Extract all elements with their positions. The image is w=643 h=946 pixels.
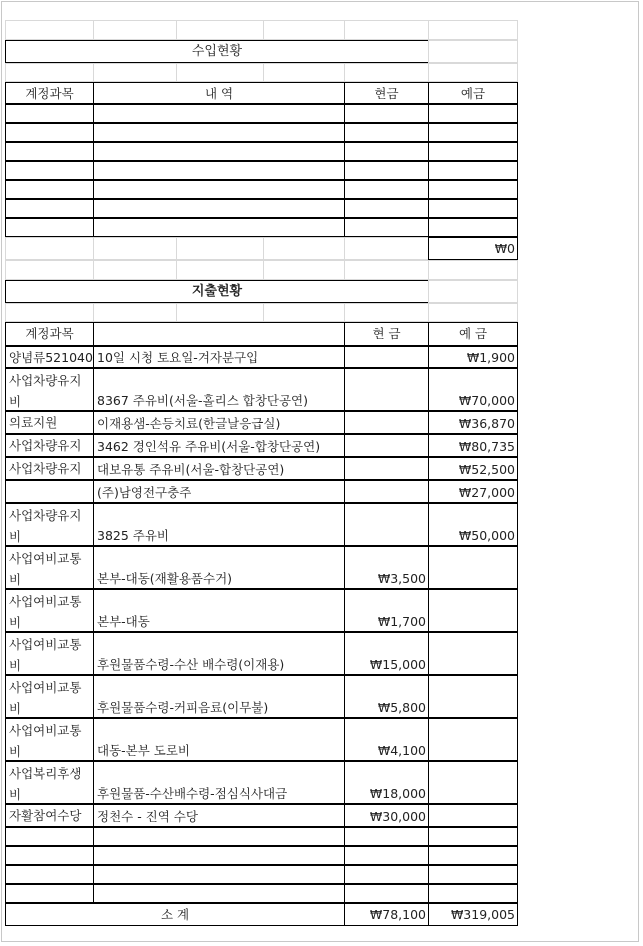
expense-row-deposit[interactable] bbox=[428, 804, 518, 827]
expense-row-detail[interactable]: 본부-대동(재활용품수거) bbox=[93, 546, 345, 589]
expense-empty-cash[interactable] bbox=[344, 846, 429, 865]
expense-empty-deposit[interactable] bbox=[428, 865, 518, 884]
expense-empty-account[interactable] bbox=[5, 827, 94, 846]
income-row-cash[interactable] bbox=[344, 199, 429, 218]
income-row-detail[interactable] bbox=[93, 161, 345, 180]
expense-row-account[interactable]: 사업여비교통비 bbox=[5, 632, 94, 675]
income-row-cash[interactable] bbox=[344, 142, 429, 161]
empty-cell[interactable] bbox=[5, 63, 94, 82]
expense-row-account[interactable]: 사업차량유지비 bbox=[5, 503, 94, 546]
expense-empty-account[interactable] bbox=[5, 865, 94, 884]
expense-row-cash[interactable]: ₩18,000 bbox=[344, 761, 429, 804]
expense-row-cash[interactable]: ₩1,700 bbox=[344, 589, 429, 632]
expense-header-deposit[interactable]: 예 금 bbox=[428, 322, 518, 346]
expense-row-account[interactable]: 자활참여수당 bbox=[5, 804, 94, 827]
expense-row-cash[interactable] bbox=[344, 434, 429, 457]
expense-empty-detail[interactable] bbox=[93, 884, 345, 903]
income-row-account[interactable] bbox=[5, 142, 94, 161]
income-header-cash[interactable]: 현금 bbox=[344, 82, 429, 104]
empty-cell[interactable] bbox=[263, 63, 345, 82]
empty-cell[interactable] bbox=[428, 280, 518, 303]
expense-row-account[interactable]: 사업차량유지 bbox=[5, 434, 94, 457]
expense-row-cash[interactable]: ₩4,100 bbox=[344, 718, 429, 761]
empty-cell[interactable] bbox=[93, 63, 177, 82]
expense-header-account[interactable]: 계정과목 bbox=[5, 322, 94, 346]
income-row-cash[interactable] bbox=[344, 180, 429, 199]
income-row-detail[interactable] bbox=[93, 104, 345, 123]
expense-row-deposit[interactable] bbox=[428, 632, 518, 675]
expense-row-account[interactable]: 양념류521040 bbox=[5, 346, 94, 368]
income-row-account[interactable] bbox=[5, 218, 94, 237]
empty-cell[interactable] bbox=[176, 237, 264, 260]
expense-row-detail[interactable]: 대동-본부 도로비 bbox=[93, 718, 345, 761]
expense-row-cash[interactable]: ₩5,800 bbox=[344, 675, 429, 718]
expense-row-deposit[interactable]: ₩1,900 bbox=[428, 346, 518, 368]
expense-empty-deposit[interactable] bbox=[428, 827, 518, 846]
empty-cell[interactable] bbox=[344, 20, 429, 40]
expense-row-account[interactable]: 의료지원 bbox=[5, 411, 94, 434]
empty-cell[interactable] bbox=[93, 237, 177, 260]
expense-row-deposit[interactable]: ₩27,000 bbox=[428, 480, 518, 503]
empty-cell[interactable] bbox=[5, 237, 94, 260]
empty-cell[interactable] bbox=[428, 20, 518, 40]
subtotal-deposit[interactable]: ₩319,005 bbox=[428, 903, 518, 926]
expense-row-detail[interactable]: 후원물품수령-수산 배수령(이재용) bbox=[93, 632, 345, 675]
empty-cell[interactable] bbox=[176, 20, 264, 40]
income-row-detail[interactable] bbox=[93, 199, 345, 218]
empty-cell[interactable] bbox=[176, 63, 264, 82]
expense-row-cash[interactable] bbox=[344, 503, 429, 546]
empty-cell[interactable] bbox=[93, 260, 177, 280]
expense-row-account[interactable] bbox=[5, 480, 94, 503]
expense-row-deposit[interactable]: ₩80,735 bbox=[428, 434, 518, 457]
expense-empty-deposit[interactable] bbox=[428, 846, 518, 865]
income-row-account[interactable] bbox=[5, 123, 94, 142]
expense-row-cash[interactable]: ₩30,000 bbox=[344, 804, 429, 827]
expense-row-account[interactable]: 사업차량유지비 bbox=[5, 368, 94, 411]
income-header-detail[interactable]: 내 역 bbox=[93, 82, 345, 104]
expense-row-deposit[interactable]: ₩50,000 bbox=[428, 503, 518, 546]
empty-cell[interactable] bbox=[428, 260, 518, 280]
income-row-deposit[interactable] bbox=[428, 199, 518, 218]
income-row-account[interactable] bbox=[5, 180, 94, 199]
expense-row-deposit[interactable]: ₩36,870 bbox=[428, 411, 518, 434]
subtotal-cash[interactable]: ₩78,100 bbox=[344, 903, 429, 926]
expense-row-account[interactable]: 사업여비교통비 bbox=[5, 546, 94, 589]
expense-row-detail[interactable]: 8367 주유비(서울-홀리스 합창단공연) bbox=[93, 368, 345, 411]
income-row-deposit[interactable] bbox=[428, 180, 518, 199]
expense-header-cash[interactable]: 현 금 bbox=[344, 322, 429, 346]
expense-row-cash[interactable]: ₩15,000 bbox=[344, 632, 429, 675]
empty-cell[interactable] bbox=[93, 20, 177, 40]
expense-empty-deposit[interactable] bbox=[428, 884, 518, 903]
expense-empty-account[interactable] bbox=[5, 884, 94, 903]
income-row-detail[interactable] bbox=[93, 142, 345, 161]
empty-cell[interactable] bbox=[344, 237, 429, 260]
expense-row-detail[interactable]: (주)남영전구충주 bbox=[93, 480, 345, 503]
expense-row-detail[interactable]: 후원물품수령-커피음료(이무불) bbox=[93, 675, 345, 718]
expense-row-cash[interactable] bbox=[344, 368, 429, 411]
empty-cell[interactable] bbox=[428, 40, 518, 63]
income-row-deposit[interactable] bbox=[428, 104, 518, 123]
income-row-account[interactable] bbox=[5, 161, 94, 180]
expense-row-cash[interactable] bbox=[344, 457, 429, 480]
income-row-detail[interactable] bbox=[93, 180, 345, 199]
income-row-cash[interactable] bbox=[344, 104, 429, 123]
expense-row-detail[interactable]: 정천수 - 진역 수당 bbox=[93, 804, 345, 827]
income-deposit-total[interactable]: ₩0 bbox=[428, 237, 518, 260]
expense-row-deposit[interactable]: ₩70,000 bbox=[428, 368, 518, 411]
expense-row-account[interactable]: 사업여비교통비 bbox=[5, 675, 94, 718]
income-row-detail[interactable] bbox=[93, 218, 345, 237]
expense-row-deposit[interactable] bbox=[428, 718, 518, 761]
expense-row-cash[interactable] bbox=[344, 346, 429, 368]
income-row-deposit[interactable] bbox=[428, 142, 518, 161]
expense-row-deposit[interactable] bbox=[428, 675, 518, 718]
expense-row-detail[interactable]: 본부-대동 bbox=[93, 589, 345, 632]
income-row-account[interactable] bbox=[5, 199, 94, 218]
expense-title[interactable]: 지출현황 bbox=[5, 280, 429, 303]
empty-cell[interactable] bbox=[263, 237, 345, 260]
income-row-detail[interactable] bbox=[93, 123, 345, 142]
income-row-cash[interactable] bbox=[344, 161, 429, 180]
empty-cell[interactable] bbox=[344, 260, 429, 280]
empty-cell[interactable] bbox=[176, 260, 264, 280]
income-row-deposit[interactable] bbox=[428, 161, 518, 180]
expense-empty-cash[interactable] bbox=[344, 884, 429, 903]
expense-row-deposit[interactable]: ₩52,500 bbox=[428, 457, 518, 480]
empty-cell[interactable] bbox=[263, 20, 345, 40]
expense-empty-detail[interactable] bbox=[93, 846, 345, 865]
empty-cell[interactable] bbox=[263, 303, 345, 322]
expense-empty-detail[interactable] bbox=[93, 865, 345, 884]
income-row-cash[interactable] bbox=[344, 218, 429, 237]
empty-cell[interactable] bbox=[5, 260, 94, 280]
expense-empty-cash[interactable] bbox=[344, 827, 429, 846]
expense-row-detail[interactable]: 3462 경인석유 주유비(서울-합창단공연) bbox=[93, 434, 345, 457]
empty-cell[interactable] bbox=[344, 303, 429, 322]
expense-header-detail[interactable] bbox=[93, 322, 345, 346]
empty-cell[interactable] bbox=[176, 303, 264, 322]
expense-row-account[interactable]: 사업여비교통비 bbox=[5, 718, 94, 761]
expense-row-detail[interactable]: 3825 주유비 bbox=[93, 503, 345, 546]
expense-row-account[interactable]: 사업차량유지 bbox=[5, 457, 94, 480]
expense-row-account[interactable]: 사업여비교통비 bbox=[5, 589, 94, 632]
income-row-deposit[interactable] bbox=[428, 123, 518, 142]
income-row-cash[interactable] bbox=[344, 123, 429, 142]
income-header-account[interactable]: 계정과목 bbox=[5, 82, 94, 104]
empty-cell[interactable] bbox=[93, 303, 177, 322]
expense-empty-cash[interactable] bbox=[344, 865, 429, 884]
expense-row-cash[interactable]: ₩3,500 bbox=[344, 546, 429, 589]
empty-cell[interactable] bbox=[263, 260, 345, 280]
empty-cell[interactable] bbox=[344, 63, 429, 82]
empty-cell[interactable] bbox=[428, 303, 518, 322]
subtotal-label[interactable]: 소 계 bbox=[5, 903, 345, 926]
expense-row-detail[interactable]: 후원물품-수산배수령-점심식사대금 bbox=[93, 761, 345, 804]
expense-row-cash[interactable] bbox=[344, 480, 429, 503]
empty-cell[interactable] bbox=[5, 20, 94, 40]
income-row-deposit[interactable] bbox=[428, 218, 518, 237]
expense-empty-account[interactable] bbox=[5, 846, 94, 865]
empty-cell[interactable] bbox=[428, 63, 518, 82]
expense-row-detail[interactable]: 이재용샘-손등치료(한글날응급실) bbox=[93, 411, 345, 434]
expense-row-detail[interactable]: 10일 시청 토요일-겨자분구입 bbox=[93, 346, 345, 368]
income-row-account[interactable] bbox=[5, 104, 94, 123]
expense-row-deposit[interactable] bbox=[428, 546, 518, 589]
expense-row-detail[interactable]: 대보유통 주유비(서울-합창단공연) bbox=[93, 457, 345, 480]
income-header-deposit[interactable]: 예금 bbox=[428, 82, 518, 104]
income-title[interactable]: 수입현황 bbox=[5, 40, 429, 63]
expense-row-deposit[interactable] bbox=[428, 761, 518, 804]
empty-cell[interactable] bbox=[5, 303, 94, 322]
expense-row-account[interactable]: 사업복리후생비 bbox=[5, 761, 94, 804]
expense-row-deposit[interactable] bbox=[428, 589, 518, 632]
expense-row-cash[interactable] bbox=[344, 411, 429, 434]
expense-empty-detail[interactable] bbox=[93, 827, 345, 846]
